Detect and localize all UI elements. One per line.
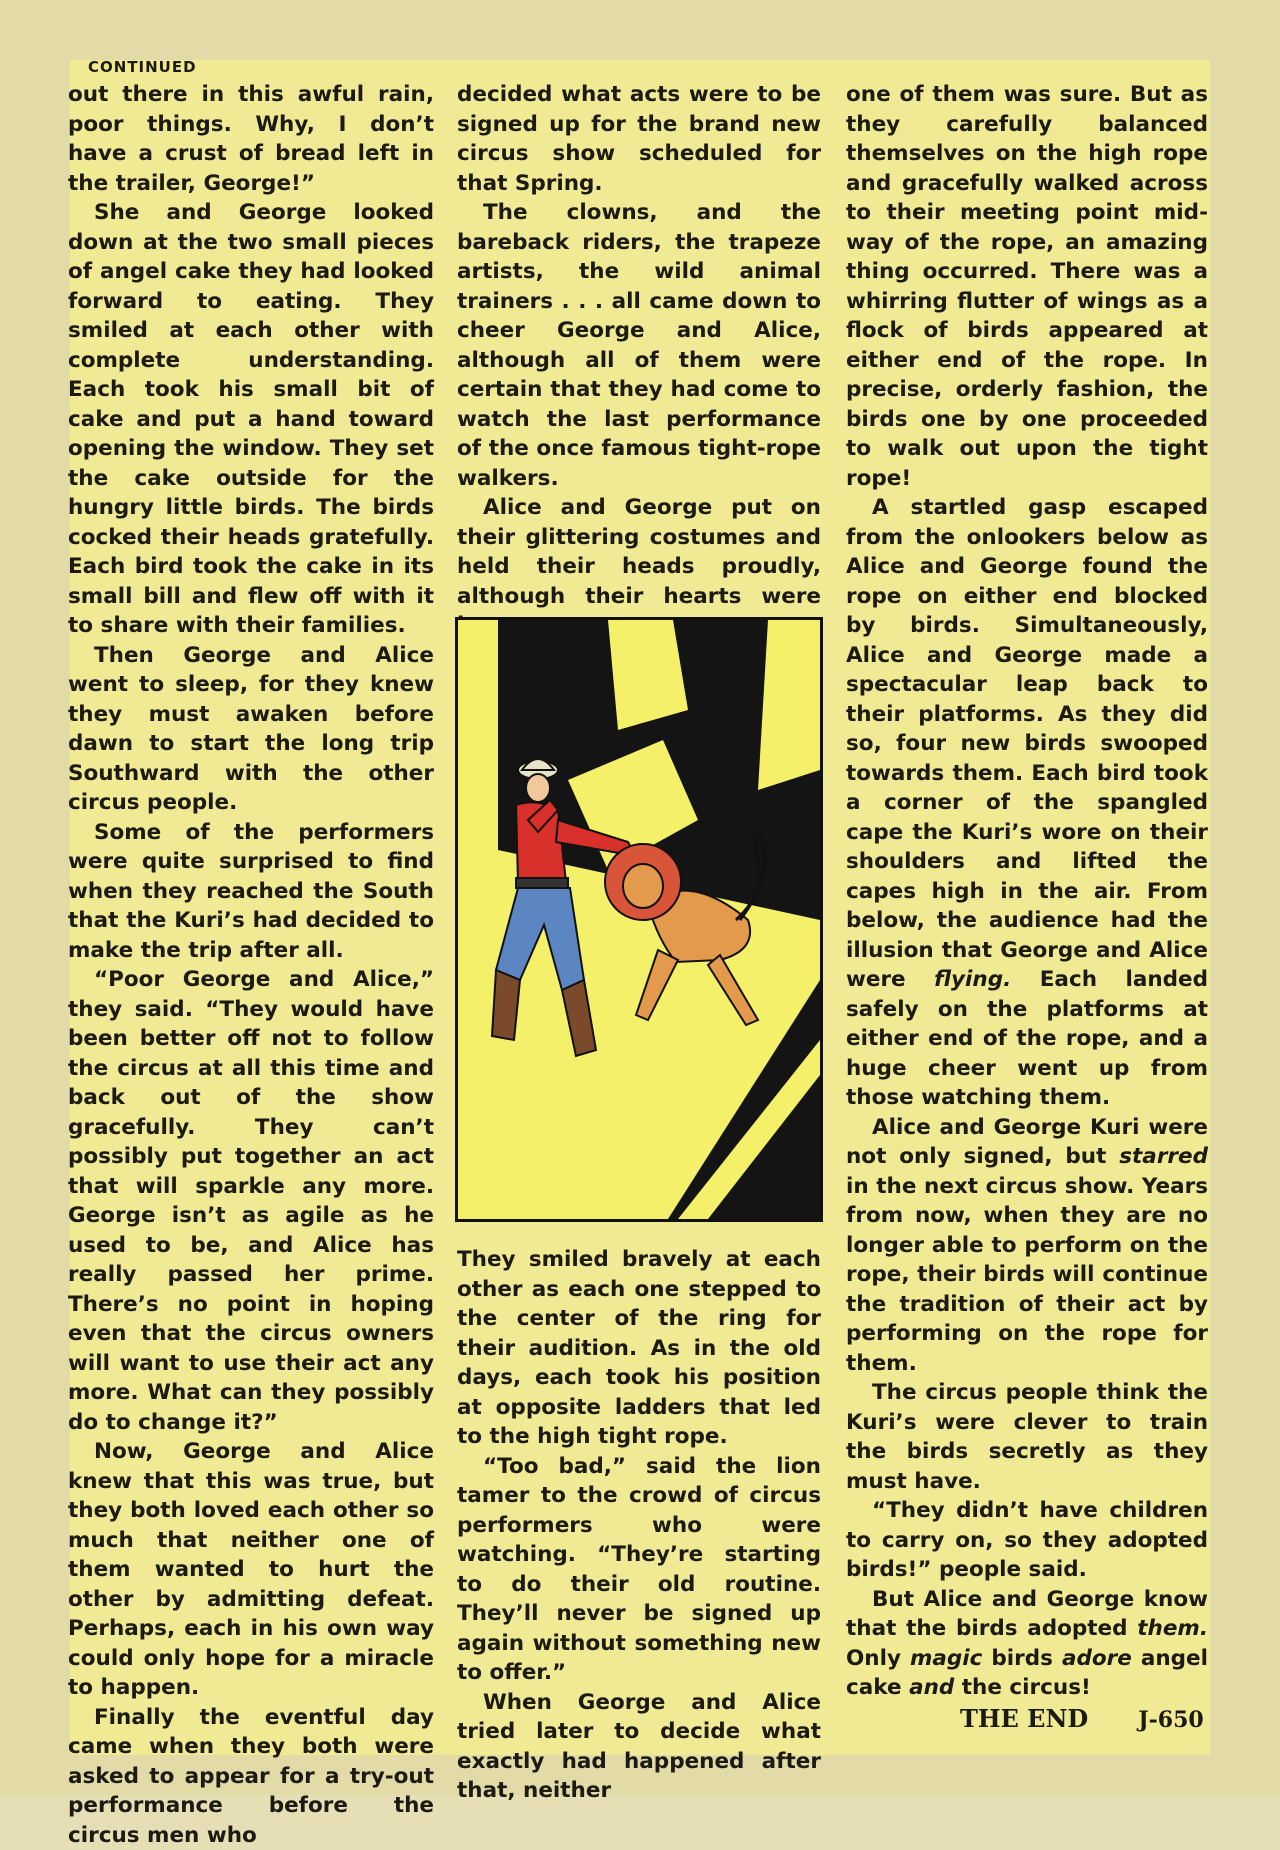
paragraph <box>846 1585 1208 1703</box>
spotlight-beam-left <box>458 620 498 1219</box>
continued-header: CONTINUED <box>88 58 197 76</box>
emphasis: them. <box>1137 1616 1208 1641</box>
paragraph: They smiled bravely at each other as each one stepped to the center of the ring for their audition. As in the old days, each took his position at opposite ladders that led to the high tight rope. <box>457 1245 821 1452</box>
emphasis: and <box>909 1675 954 1700</box>
text-run: But Alice and George know that the birds adopted <box>846 1587 1208 1642</box>
emphasis: starred <box>1119 1144 1208 1169</box>
paragraph: Then George and Alice went to sleep, for they knew they must awaken before dawn to start the long trip Southward with the other circus people. <box>68 641 434 818</box>
text-column-3 <box>846 80 1208 1703</box>
story-code: J-650 <box>1138 1707 1203 1733</box>
text-column-2-lower <box>457 1245 821 1806</box>
text-run: Only <box>846 1646 901 1671</box>
paragraph: When George and Alice tried later to decide what exactly had happened after that, neither <box>457 1688 821 1806</box>
paragraph: The circus people think the Kuri’s were clever to train the birds secretly as they must have. <box>846 1378 1208 1496</box>
emphasis: adore <box>1062 1646 1132 1671</box>
text-run: the circus! <box>962 1675 1091 1700</box>
paragraph: “Poor George and Alice,” they said. “They would have been better off not to follow the circus at all this time and back out of the show gracefully. They can’t possibly put together an act that will sparkle any more. George isn’t as agile as he used to be, and Alice has really passed her prime. There’s no point in hoping even that the circus owners will want to use their act any more. What can they possibly do to change it?” <box>68 965 434 1437</box>
lion-tamer-illustration <box>455 617 823 1222</box>
paragraph: Some of the performers were quite surprised to find when they reached the South that the Kuri’s had decided to make the trip after all. <box>68 818 434 966</box>
paragraph: Finally the eventful day came when they both were asked to appear for a try-out performance before the circus men who <box>68 1703 434 1850</box>
paragraph: one of them was sure. But as they carefully balanced themselves on the high rope and gracefully walked across to their meeting point mid-way of the rope, an amazing thing occurred. There was a whirring flutter of wings as a flock of birds appeared at either end of the rope. In precise, orderly fashion, the birds one by one proceeded to walk out upon the tight rope! <box>846 80 1208 493</box>
text-run: A startled gasp escaped from the onlookers below as Alice and George found the rope on either end blocked by birds. Simultaneously, Alice and George made a spectacular leap back to their platforms. As they did so, four new birds swooped towards them. Each bird took a corner of the spangled cape the Kuri’s wore on their shoulders and lifted the capes high in the air. From below, the audience had the illusion that George and Alice were <box>846 495 1208 992</box>
text-run: angel cake <box>846 1646 1208 1701</box>
paragraph: Alice and George put on their glittering costumes and held their heads proudly, although their hearts were <box>457 493 821 641</box>
paragraph: out there in this awful rain, poor things. Why, I don’t have a crust of bread left in the trailer, George!” <box>68 80 434 198</box>
spotlight-beam-right <box>758 620 820 790</box>
emphasis: flying. <box>934 967 1011 992</box>
the-end-label: THE END <box>960 1704 1088 1733</box>
paragraph <box>846 1113 1208 1379</box>
paragraph: The clowns, and the bareback riders, the trapeze artists, the wild animal trainers . . . all came down to cheer George and Alice, although all of them were certain that they had come to watch the last performance of the once famous tight-rope walkers. <box>457 198 821 493</box>
text-run: birds <box>991 1646 1053 1671</box>
paragraph: She and George looked down at the two small pieces of angel cake they had looked forward to eating. They smiled at each other with complete understanding. Each took his small bit of cake and put a hand toward opening the window. They set the cake outside for the hungry little birds. The birds cocked their heads gratefully. Each bird took the cake in its small bill and flew off with it to share with their families. <box>68 198 434 641</box>
illustration-svg <box>458 620 820 1219</box>
paragraph: Now, George and Alice knew that this was true, but they both loved each other so much that neither one of them wanted to hurt the other by admitting defeat. Perhaps, each in his own way could only hope for a miracle to happen. <box>68 1437 434 1703</box>
text-column-2 <box>457 80 821 641</box>
text-run: in the next circus show. Years from now, when they are no longer able to perform on the rope, their birds will continue the tradition of their act by performing on the rope for them. <box>846 1174 1208 1376</box>
emphasis: magic <box>910 1646 982 1671</box>
text-column-1 <box>68 80 434 1850</box>
paragraph <box>846 493 1208 1113</box>
the-end-footer <box>960 1704 1204 1733</box>
paragraph: “They didn’t have children to carry on, so they adopted birds!” people said. <box>846 1496 1208 1585</box>
paragraph: decided what acts were to be signed up for the brand new circus show scheduled for that Spring. <box>457 80 821 198</box>
text-run: Alice and George Kuri were not only signed, but <box>846 1115 1208 1170</box>
text-run: Each landed safely on the platforms at either end of the rope, and a huge cheer went up from those watching them. <box>846 967 1208 1110</box>
paragraph: “Too bad,” said the lion tamer to the crowd of circus performers who were watching. “They’re starting to do their old routine. They’ll never be signed up again without something new to offer.” <box>457 1452 821 1688</box>
